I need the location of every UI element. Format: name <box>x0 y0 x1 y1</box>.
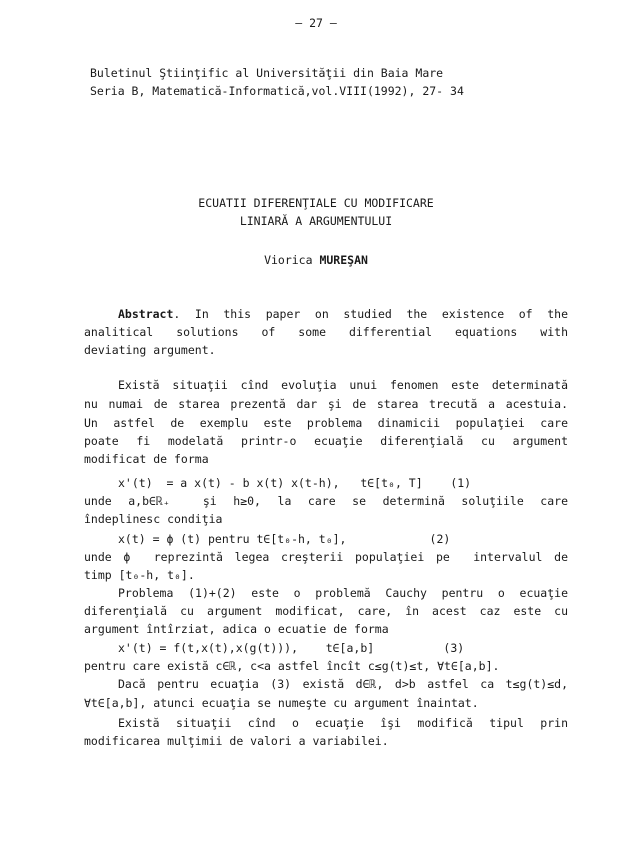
body-line: Dacă pentru ecuaţia (3) există d∈ℝ, d>b astfel ca t≤g(t)≤d, <box>118 677 568 691</box>
body-line: argument întîrziat, adica o ecuatie de forma <box>84 622 389 636</box>
abstract-line-3: deviating argument. <box>84 343 216 357</box>
body-line: nu numai de starea prezentă dar şi de starea trecută a acestuia. <box>84 397 568 411</box>
journal-line-1: Buletinul Ştiinţific al Universităţii din Baia Mare <box>90 66 444 80</box>
body-line: x(t) = ϕ (t) pentru t∈[t₀-h, t₀], (2) <box>118 532 451 546</box>
abstract-line-2: analitical solutions of some differential equations with <box>84 325 568 339</box>
body-line: modificat de forma <box>84 452 209 466</box>
body-line: timp [t₀-h, t₀]. <box>84 568 195 582</box>
body-line: ∀t∈[a,b], atunci ecuaţia se numeşte cu argument înaintat. <box>84 696 479 710</box>
body-line: modificarea mulţimii de valori a variabilei. <box>84 734 389 748</box>
body-line: Un astfel de exemplu este problema dinamicii populaţiei care <box>84 416 568 430</box>
author-name <box>0 253 632 267</box>
author-last-name: MUREŞAN <box>319 253 368 267</box>
body-line: diferenţială cu argument modificat, care, în acest caz este cu <box>84 604 568 618</box>
page-number: — 27 — <box>295 16 337 30</box>
body-line: Există situaţii cînd o ecuaţie îşi modifică tipul prin <box>118 716 568 730</box>
body-line: unde ϕ reprezintă legea creşterii populaţiei pe intervalul de <box>84 550 568 564</box>
journal-line-2: Seria B, Matematică-Informatică,vol.VIII(1992), 27- 34 <box>90 84 464 98</box>
abstract-line-1 <box>118 307 568 321</box>
abstract-text-1: . In this paper on studied the existence of the <box>173 307 568 321</box>
body-line: x'(t) = a x(t) - b x(t) x(t-h), t∈[t₀, T] (1) <box>118 476 472 490</box>
paper-title-line-2: LINIARĂ A ARGUMENTULUI <box>239 214 393 228</box>
author-first-name: Viorica <box>264 253 320 267</box>
paper-title-line-1: ECUATII DIFERENŢIALE CU MODIFICARE <box>198 196 434 210</box>
body-line: îndeplinesc condiţia <box>84 512 223 526</box>
body-line: unde a,b∈ℝ₊ şi h≥0, la care se determină soluţiile care <box>84 494 568 508</box>
body-line: poate fi modelată printr-o ecuaţie diferenţială cu argument <box>84 434 568 448</box>
body-line: pentru care există c∈ℝ, c<a astfel încît c≤g(t)≤t, ∀t∈[a,b]. <box>84 659 500 673</box>
abstract-label: Abstract <box>118 307 174 321</box>
body-line: x'(t) = f(t,x(t),x(g(t))), t∈[a,b] (3) <box>118 641 465 655</box>
body-line: Există situaţii cînd evoluţia unui fenomen este determinată <box>118 378 568 392</box>
body-line: Problema (1)+(2) este o problemă Cauchy pentru o ecuaţie <box>118 586 568 600</box>
